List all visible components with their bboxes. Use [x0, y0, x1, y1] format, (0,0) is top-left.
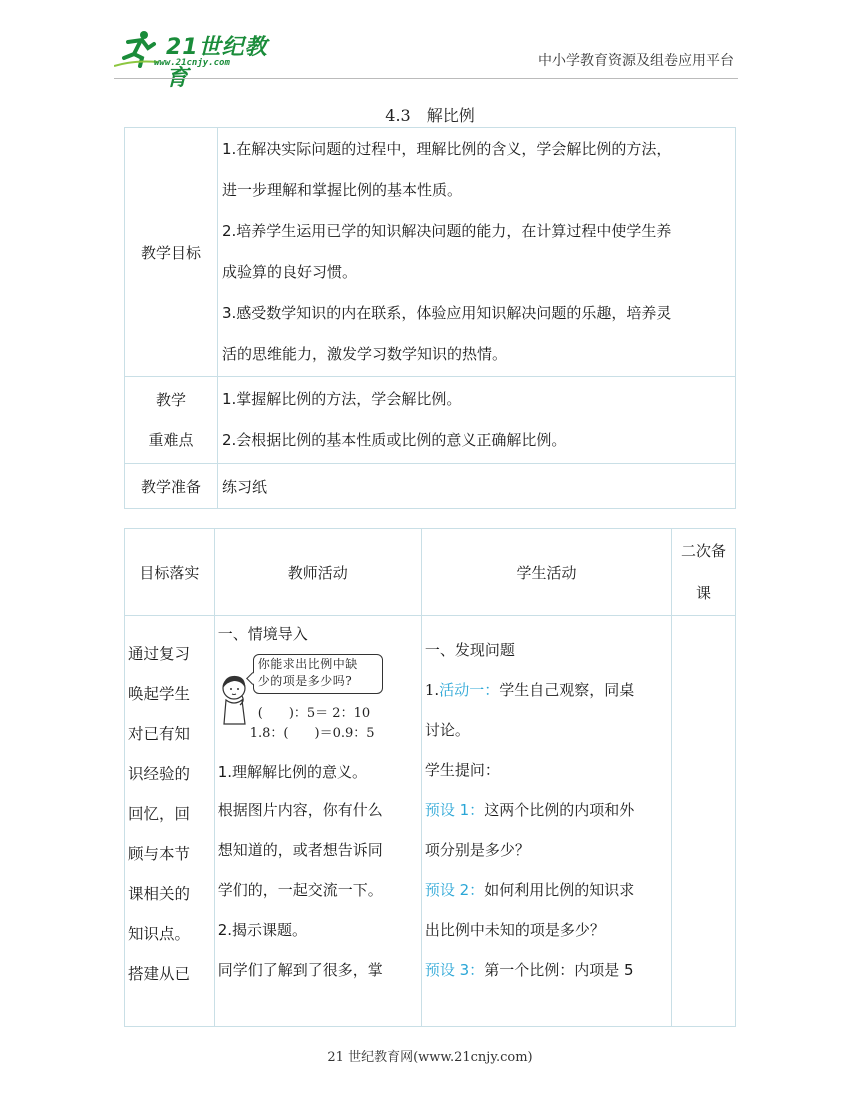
objective-line: 成验算的良好习惯。 — [222, 263, 358, 281]
teacher-line: 想知道的，或者想告诉同 — [217, 841, 383, 859]
activity-label: 活动一： — [439, 681, 500, 699]
question-illustration — [218, 650, 418, 754]
preset-text: 这两个比例的内项和外 — [484, 801, 635, 819]
goal-line: 对已有知 — [128, 725, 191, 743]
student-line — [425, 950, 668, 990]
logo-url: www.21cnjy.com — [154, 58, 230, 68]
student-cell — [421, 616, 671, 1027]
preset-text: 第一个比例：内项是 5 — [484, 961, 634, 979]
keypoint-line: 1.掌握解比例的方法，学会解比例。 — [222, 390, 462, 408]
page-title: 4.3 解比例 — [385, 106, 475, 125]
header-divider — [114, 78, 738, 79]
teacher-line: 同学们了解到了很多，掌 — [217, 961, 383, 979]
page-header — [0, 0, 860, 90]
student-line — [425, 790, 668, 830]
equation-2: 1.8：( )＝0.9：5 — [249, 726, 375, 741]
logo-text: 21世纪教育 — [166, 35, 268, 91]
preset-text: 如何利用比例的知识求 — [484, 881, 635, 899]
activity-number: 1. — [424, 681, 440, 699]
student-line — [425, 670, 668, 710]
goal-line: 回忆，回 — [128, 805, 191, 823]
header-revise-line: 二次备 — [681, 542, 727, 560]
preset-label: 预设 1： — [424, 801, 485, 819]
objective-line: 2.培养学生运用已学的知识解决问题的能力，在计算过程中使学生养 — [222, 222, 672, 240]
lesson-plan-table — [124, 127, 736, 509]
preset-label: 预设 3： — [424, 961, 485, 979]
keypoints-label-line: 教学 — [155, 391, 186, 409]
objectives-label: 教学目标 — [125, 128, 218, 377]
page-footer: 21 世纪教育网(www.21cnjy.com) — [327, 1050, 533, 1065]
header-platform-text: 中小学教育资源及组卷应用平台 — [538, 53, 734, 69]
student-line — [425, 870, 668, 910]
header-revise-line: 课 — [696, 584, 712, 602]
goal-line: 课相关的 — [128, 885, 191, 903]
teacher-cell — [214, 616, 421, 1027]
goal-line: 搭建从已 — [128, 965, 191, 983]
header-revise — [672, 529, 736, 616]
bubble-line: 少的项是多少吗? — [257, 674, 353, 688]
student-line: 出比例中未知的项是多少？ — [424, 921, 605, 939]
header-teacher: 教师活动 — [214, 529, 421, 616]
goal-cell — [125, 616, 215, 1027]
teacher-line: 学们的，一起交流一下。 — [217, 881, 383, 899]
objectives-content — [218, 128, 736, 377]
keypoints-content — [218, 377, 736, 464]
activity-header-row — [125, 529, 736, 616]
keypoints-row — [125, 377, 736, 464]
teacher-line: 根据图片内容，你有什么 — [217, 801, 383, 819]
prep-label: 教学准备 — [125, 464, 218, 509]
activity-table — [124, 528, 736, 1027]
goal-line: 识经验的 — [128, 765, 191, 783]
keypoints-label-line: 重难点 — [148, 431, 194, 449]
header-student: 学生活动 — [421, 529, 671, 616]
teacher-line: 2.揭示课题。 — [217, 921, 308, 939]
teacher-line: 1.理解解比例的意义。 — [217, 763, 368, 781]
keypoint-line: 2.会根据比例的基本性质或比例的意义正确解比例。 — [222, 431, 567, 449]
objectives-row — [125, 128, 736, 377]
objective-line: 活的思维能力，激发学习数学知识的热情。 — [222, 345, 508, 363]
activity-text: 学生自己观察，同桌 — [499, 681, 635, 699]
bubble-line: 你能求出比例中缺 — [257, 657, 358, 671]
goal-line: 通过复习 — [128, 645, 191, 663]
goal-line: 知识点。 — [128, 925, 191, 943]
objective-line: 3.感受数学知识的内在联系，体验应用知识解决问题的乐趣，培养灵 — [222, 304, 672, 322]
header-goal: 目标落实 — [125, 529, 215, 616]
prep-row — [125, 464, 736, 509]
logo — [114, 28, 284, 91]
keypoints-label — [125, 377, 218, 464]
student-line: 项分别是多少？ — [424, 841, 530, 859]
goal-line: 顾与本节 — [128, 845, 191, 863]
student-line: 讨论。 — [424, 721, 470, 739]
prep-content: 练习纸 — [218, 464, 736, 509]
preset-label: 预设 2： — [424, 881, 485, 899]
equation-1: ( )：5＝ 2：10 — [257, 706, 371, 721]
objective-line: 进一步理解和掌握比例的基本性质。 — [222, 181, 463, 199]
student-section-title: 一、发现问题 — [424, 641, 515, 659]
objective-line: 1.在解决实际问题的过程中，理解比例的含义，学会解比例的方法， — [222, 140, 672, 158]
speech-bubble-text — [258, 656, 382, 690]
student-line: 学生提问： — [424, 761, 500, 779]
activity-body-row — [125, 616, 736, 1027]
teacher-section-title: 一、情境导入 — [217, 625, 308, 643]
goal-line: 唤起学生 — [128, 685, 191, 703]
revise-cell — [672, 616, 736, 1027]
